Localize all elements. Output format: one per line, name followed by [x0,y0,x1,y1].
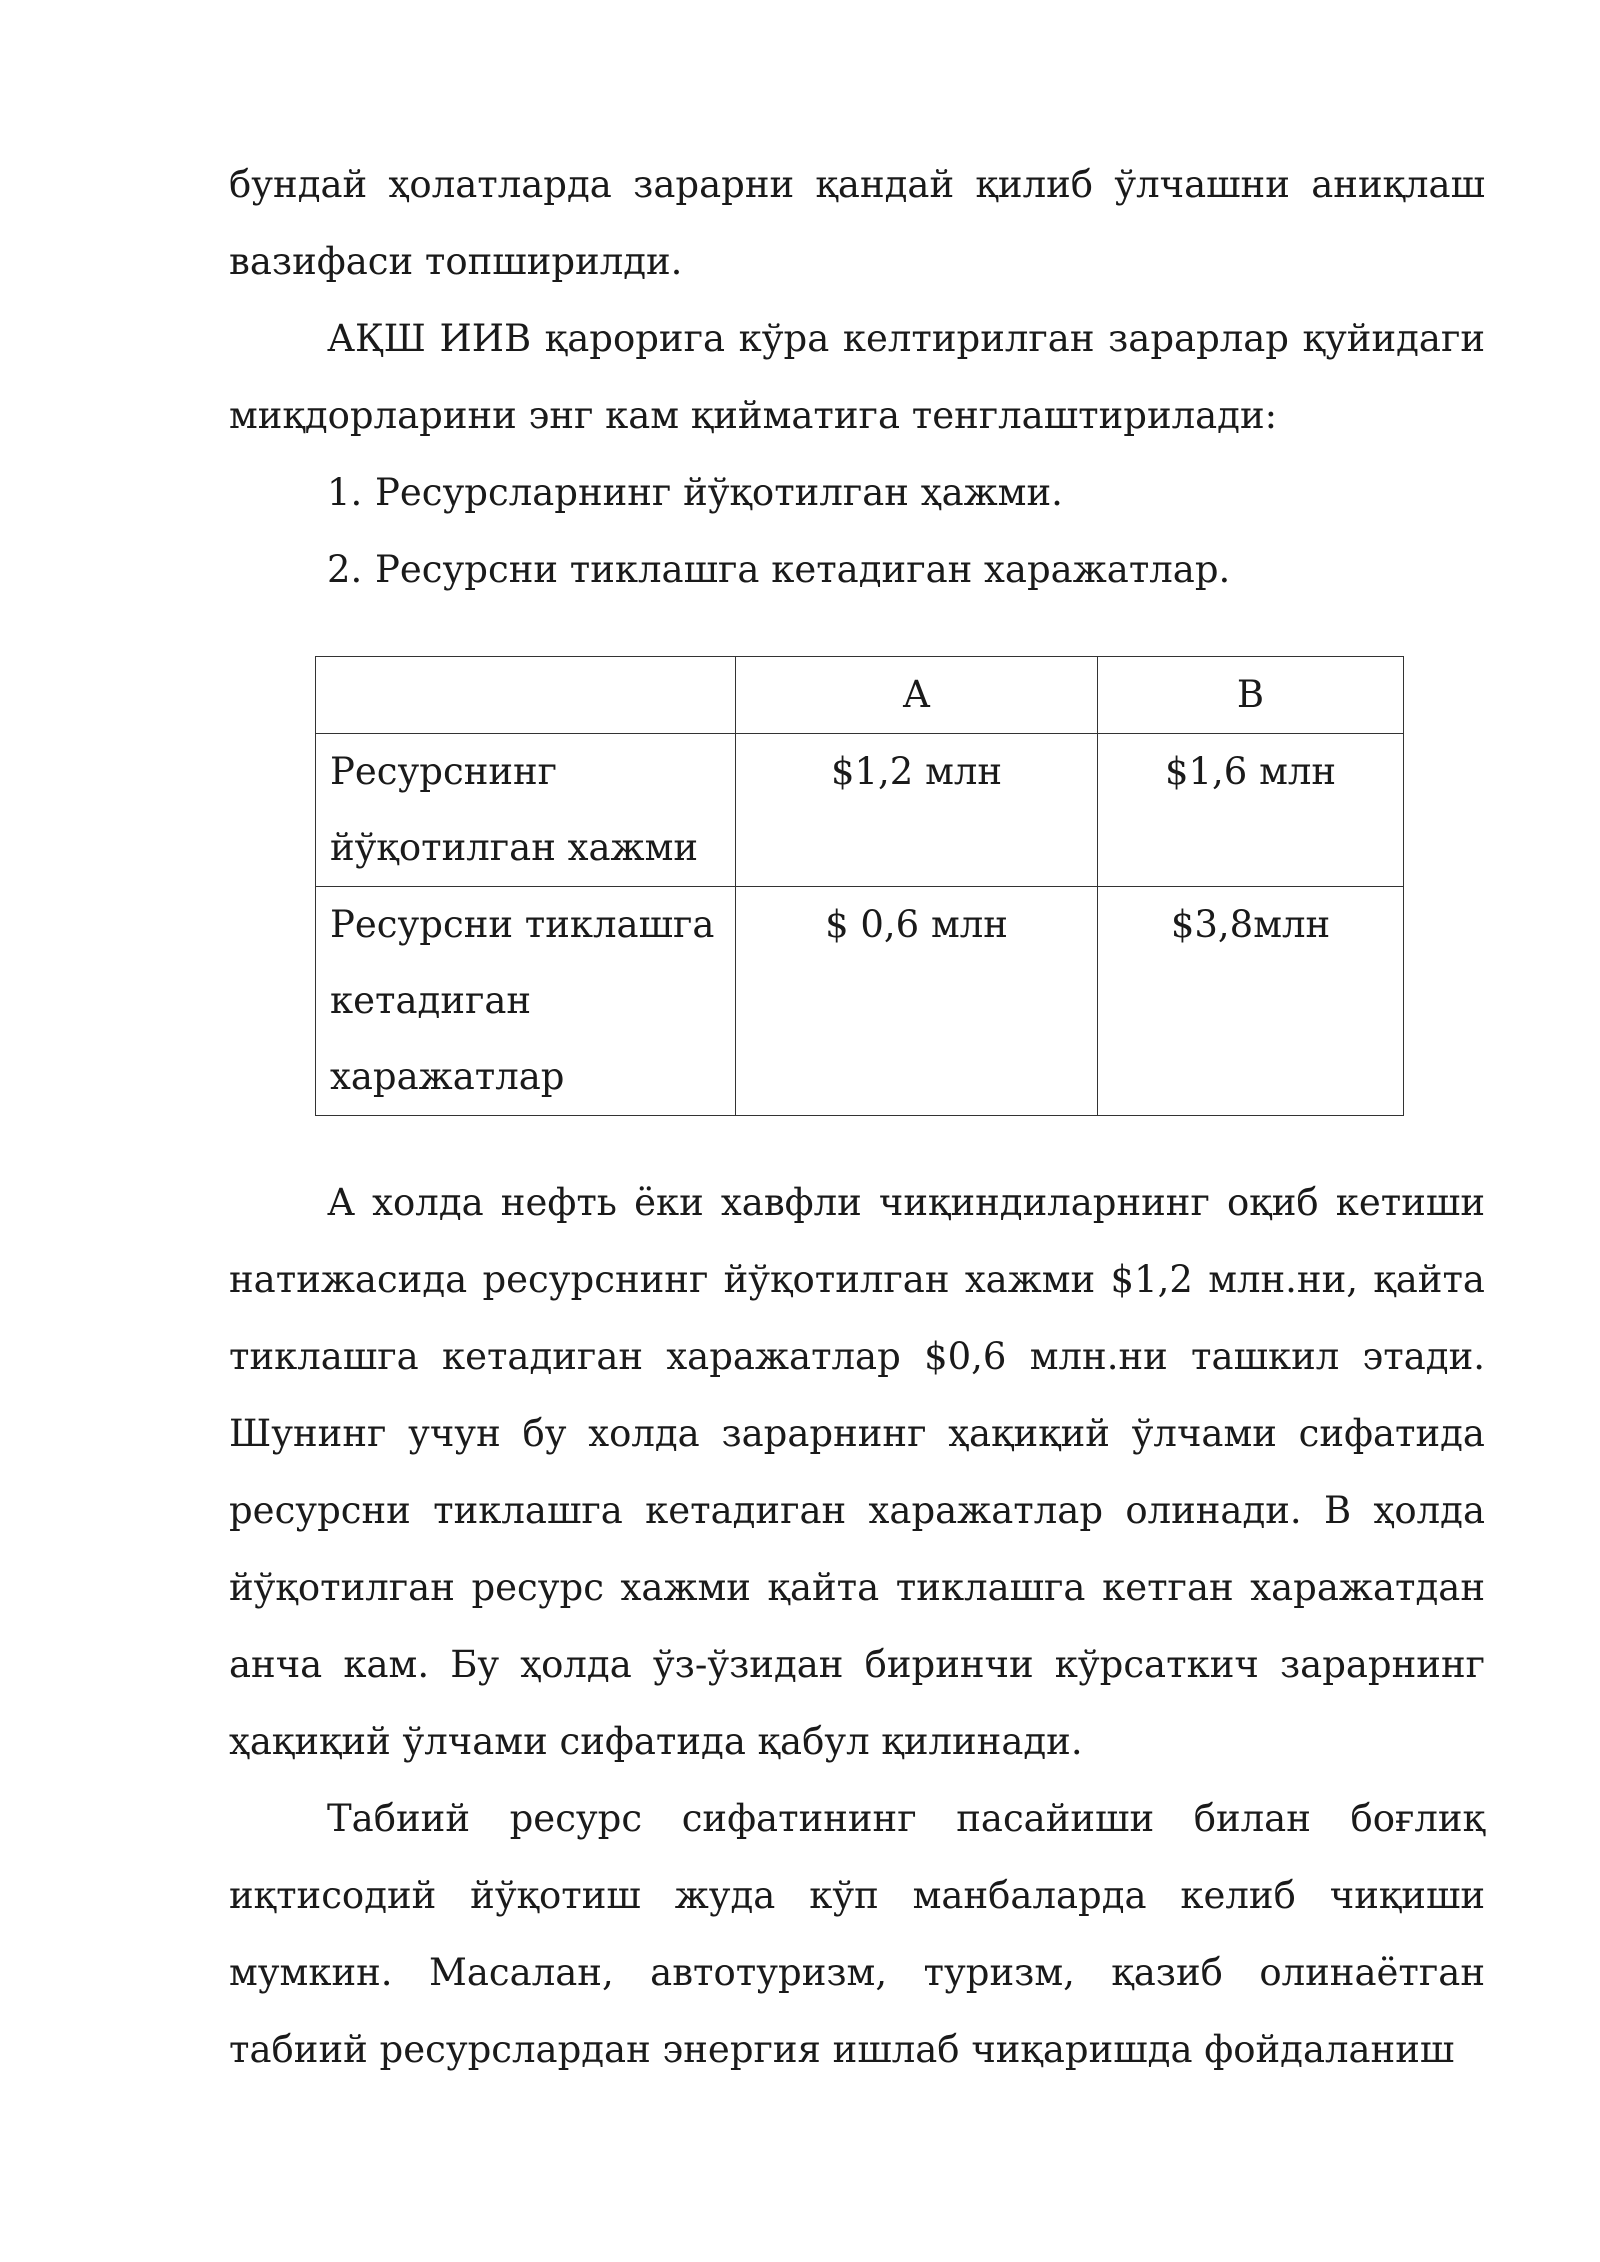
list-item [229,454,1485,531]
table-cell-b: $3,8млн [1098,887,1404,1116]
list-item-text: Ресурсларнинг йўқотилган ҳажми. [375,471,1063,514]
damage-table-container [315,656,1485,1116]
table-cell-a: $1,2 млн [736,734,1098,887]
table-row-label: Ресурсни тиклашга кетадиган харажатлар [316,887,736,1116]
list-item [229,531,1485,608]
damage-table [315,656,1404,1116]
table-header-cell-empty [316,657,736,734]
list-item-text: Ресурсни тиклашга кетадиган харажатлар. [375,548,1231,591]
table-header-row [316,657,1404,734]
table-header-cell-b: B [1098,657,1404,734]
paragraph-intro: бундай ҳолатларда зарарни қандай қилиб ўлчашни аниқлаш вазифаси топширилди. [229,163,1485,283]
paragraph-economic-loss: Табиий ресурс сифатининг пасайиши билан боғлиқ иқтисодий йўқотиш жуда кўп манбаларда келиб чиқиши мумкин. Масалан, автотуризм, туризм, қазиб олинаётган табиий ресурслардан энергия ишлаб чиқаришда фойдаланиш [229,1797,1485,2071]
numbered-list [229,454,1485,608]
list-item-number: 2. [327,548,363,591]
paragraph-decision: АҚШ ИИВ қарорига кўра келтирилган зарарлар қуйидаги миқдорларини энг кам қийматига тенглаштирилади: [229,317,1485,437]
table-row [316,887,1404,1116]
table-cell-a: $ 0,6 млн [736,887,1098,1116]
document-body [229,146,1485,2088]
table-cell-b: $1,6 млн [1098,734,1404,887]
paragraph-case-analysis: А холда нефть ёки хавфли чиқиндиларнинг оқиб кетиши натижасида ресурснинг йўқотилган хажми $1,2 млн.ни, қайта тиклашга кетадиган харажатлар $0,6 млн.ни ташкил этади. Шунинг учун бу холда зарарнинг ҳақиқий ўлчами сифатида ресурсни тиклашга кетадиган харажатлар олинади. В ҳолда йўқотилган ресурс хажми қайта тиклашга кетган харажатдан анча кам. Бу ҳолда ўз-ўзидан биринчи кўрсаткич зарарнинг ҳақиқий ўлчами сифатида қабул қилинади. [229,1181,1485,1763]
table-row [316,734,1404,887]
table-header-cell-a: A [736,657,1098,734]
table-row-label: Ресурснинг йўқотилган хажми [316,734,736,887]
list-item-number: 1. [327,471,363,514]
